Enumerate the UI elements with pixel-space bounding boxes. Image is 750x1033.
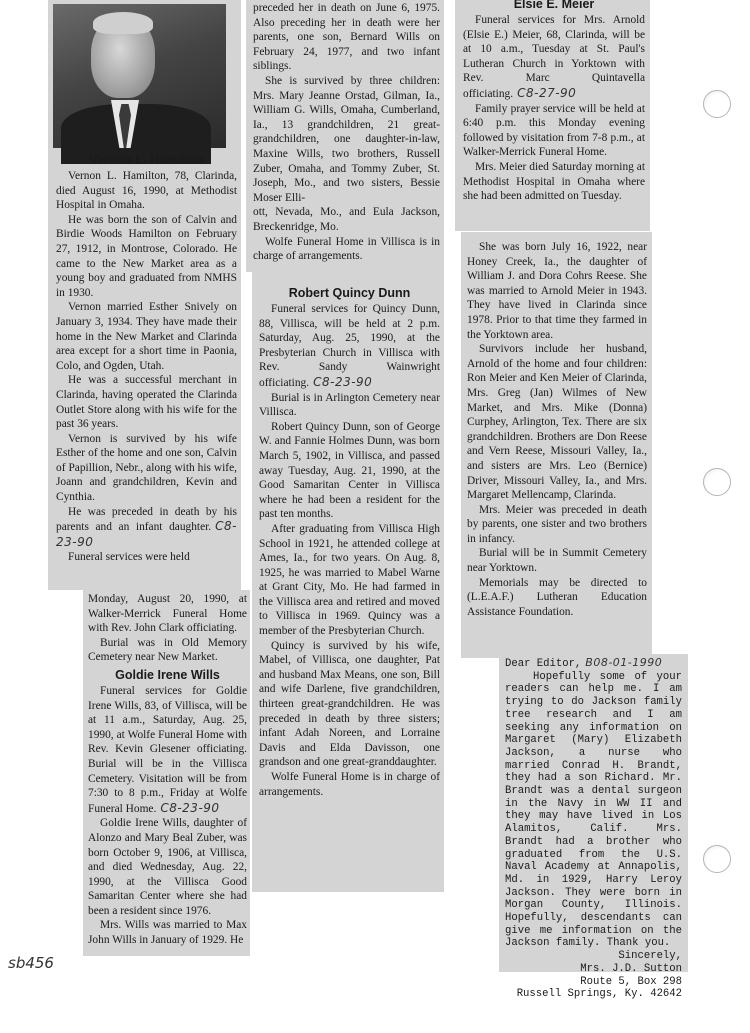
meier-continued-clipping: [461, 232, 652, 658]
handwritten-date: C8-23-90: [313, 374, 373, 389]
dunn-para: Quincy is survived by his wife, Mabel, of Villisca, one daughter, Pat and husband Max Means, one son, Bill and wife Darlene, five grandchildren, thirteen great-grandchildren. He was preceded in death by three sisters; infant Adah Noreen, and Lorraine Davis and Elda Davisson, one grandson and one great-granddaughter.: [259, 639, 440, 769]
meier-para: Mrs. Meier died Saturday morning at Methodist Hospital in Omaha where she had been admitted on Tuesday.: [463, 160, 645, 203]
handwritten-date: B08-01-1990: [585, 656, 663, 669]
handwritten-date: C8-23-90: [160, 800, 220, 815]
dunn-para: [259, 302, 440, 391]
meier-para: Burial will be in Summit Cemetery near Yorktown.: [467, 547, 647, 575]
wills-para: She is survived by three children: Mrs. Mary Jeanne Orstad, Gilman, Ia., William G. Wills, Omaha, Cumberland, Ia., 13 grandchildren, 21 great-grandchildren, one daughter-in-law, Maxine Wills, two brothers, Russell Zuber, Omaha, and Tommy Zuber, St. Joseph, Mo., and two sisters, Bessie Moser Elli-: [253, 74, 440, 204]
wills-para: ott, Nevada, Mo., and Eula Jackson, Breckenridge, Mo.: [253, 206, 440, 233]
wills-para: [88, 684, 247, 816]
meier-para: She was born July 16, 1922, near Honey Creek, Ia., the daughter of William J. and Dora Cohrs Reese. She was married to Arnold Meier in 1943. They have lived in Clarinda since 1978. Prior to that time they farmed in the Yorktown area.: [467, 241, 647, 341]
wills-para: Mrs. Wills was married to Max John Wills in January of 1929. He: [88, 919, 247, 947]
dunn-para: Robert Quincy Dunn, son of George W. and Fannie Holmes Dunn, was born March 5, 1902, in Villisca, and passed away Tuesday, Aug. 21, 1990, at the Good Samaritan Center in Villisca where he had been a resident for the past ten months.: [259, 420, 440, 521]
letter-closing: Sincerely,: [618, 950, 682, 963]
wills-para: preceded her in death on June 6, 1975. Also preceding her in death were her parents, one son, Bernard Wills on February 24, 1977, and two infant siblings.: [253, 2, 440, 73]
letter-clipping: [499, 654, 688, 1001]
letter-address: Route 5, Box 298: [580, 975, 682, 988]
hamilton-para: Vernon married Esther Snively on January 3, 1934. They have made their home in the New Market and Clarinda area except for a short time in Paonia, Colo, and Ogden, Utah.: [56, 301, 237, 372]
letter-salutation-text: Dear Editor,: [505, 658, 582, 670]
page-label: sb456: [8, 954, 54, 972]
meier-para: [463, 13, 645, 102]
dunn-para-text: Funeral services for Quincy Dunn, 88, Villisca, will be held at 2 p.m. Saturday, Aug. 25, 1990, at the Presbyterian Church in Villisca with Rev. Sandy Wainwright officiating.: [259, 303, 440, 389]
meier-para: Memorials may be directed to (L.E.A.F.) Lutheran Education Assistance Foundation.: [467, 576, 647, 618]
hamilton-clipping: [48, 0, 241, 590]
wills-para: Wolfe Funeral Home in Villisca is in charge of arrangements.: [253, 235, 440, 263]
hamilton-para: He was a successful merchant in Clarinda, having operated the Clarinda Outlet Store along with his wife for the past 36 years.: [56, 374, 237, 431]
binder-hole: [703, 90, 731, 118]
wills-continued-clipping: [246, 0, 444, 272]
hamilton-para: Funeral services were held: [68, 551, 190, 564]
wills-clipping: [83, 590, 250, 956]
dunn-para: After graduating from Villisca High School in 1921, he attended college at Ames, Ia., for two years. On Aug. 8, 1925, he was married to Mabel Warne at Grant City, Mo. He had farmed in the Villisca area and retired and moved to Villisca in 1969. Quincy was a member of the Presbyterian Church.: [259, 522, 440, 638]
letter-salutation: [505, 657, 682, 671]
letter-signature: Mrs. J.D. Sutton: [580, 962, 682, 975]
hamilton-name: Vernon L. Hamilton: [89, 153, 204, 167]
hamilton-para: Vernon is survived by his wife Esther of the home and one son, Calvin of Papillion, Nebr., along with his wife, Joann and grandchildren, Kevin and Cynthia.: [56, 432, 237, 504]
letter-address: Russell Springs, Ky. 42642: [516, 988, 682, 1001]
meier-clipping: [455, 0, 650, 231]
binder-hole: [703, 468, 731, 496]
hamilton-para: Monday, August 20, 1990, at Walker-Merrick Funeral Home with Rev. John Clark officiating.: [88, 593, 247, 635]
meier-para: Survivors include her husband, Arnold of the home and four children: Ron Meier and Ken Meier of Clarinda, Mrs. Greg (Jan) Wilmes of New Market, and Mrs. Mike (Donna) Curphey, Arlington, Tex. There are six grandchildren. Brothers are Don Reese and Vern Reese, Missouri Valley, Ia., and sisters are Mrs. Leo (Bernice) Driver, Missouri Valley, Ia., and Mrs. Margaret Mellencamp, Clarinda.: [467, 343, 647, 502]
dunn-clipping: [252, 272, 444, 892]
meier-para: Family prayer service will be held at 6:40 p.m. this Monday evening followed by visitation from 7-8 p.m., at Walker-Merrick Funeral Home.: [463, 102, 645, 159]
wills-para-text: Funeral services for Goldie Irene Wills, 83, of Villisca, will be at 11 a.m., Saturday, Aug. 25, 1990, at Wolfe Funeral Home with Rev. Kevin Glesener officiating. Burial will be in the Villisca Cemetery. Visitation will be from 7:30 to 8 p.m., Friday at Wolfe Funeral Home.: [88, 684, 247, 815]
dunn-para: Wolfe Funeral Home is in charge of arrangements.: [259, 771, 440, 798]
meier-name: Elsie E. Meier: [513, 0, 595, 11]
meier-para-text: Funeral services for Mrs. Arnold (Elsie E.) Meier, 68, Clarinda, will be at 10 a.m., Tuesday at St. Paul's Lutheran Church in Yorktown with Rev. Marc Quintavella officiating.: [463, 14, 645, 100]
hamilton-para: He was born the son of Calvin and Birdie Woods Hamilton on February 27, 1912, in Montrose, Colorado. He came to the New Market area as a young boy and graduated from NMHS in 1930.: [56, 213, 237, 299]
dunn-name: Robert Quincy Dunn: [288, 286, 411, 300]
hamilton-para: Vernon L. Hamilton, 78, Clarinda, died August 16, 1990, at Methodist Hospital in Omaha.: [56, 170, 237, 212]
handwritten-date: C8-27-90: [517, 85, 577, 100]
hamilton-para: Burial was in Old Memory Cemetery near New Market.: [88, 636, 247, 664]
hamilton-para-text: He was preceded in death by his parents and an infant daughter.: [56, 505, 237, 534]
hamilton-para: [56, 505, 237, 551]
dunn-para: Burial is in Arlington Cemetery near Villisca.: [259, 391, 440, 419]
meier-para: Mrs. Meier was preceded in death by parents, one sister and two brothers in infancy.: [467, 503, 647, 545]
binder-hole: [703, 845, 731, 873]
handwritten-date: C8-23-90: [56, 519, 237, 549]
letter-body: Hopefully some of your readers can help me. I am trying to do Jackson family tree research and I am seeking any information on Margaret (Mary) Elizabeth Jackson, a nurse who married Conrad H. Brandt, they had a son Richard. Mr. Brandt was a dental surgeon in the Navy in WW II and they may have lived in Los Alamitos, Calif. Mrs. Brandt had a brother who graduated from the U.S. Naval Academy at Annapolis, Md. in 1929, Harry Leroy Jackson. They were born in Morgan County, Illinois. Hopefully, descendants can give me information on the Jackson family. Thank you.: [505, 670, 682, 950]
hamilton-photo: [53, 4, 226, 148]
wills-name: Goldie Irene Wills: [115, 667, 220, 682]
wills-para: Goldie Irene Wills, daughter of Alonzo and Mary Beal Zuber, was born October 9, 1906, at Villisca, and died Wednesday, Aug. 22, 1990, at the Villisca Good Samaritan Center where she had been a resident since 1976.: [88, 817, 247, 917]
